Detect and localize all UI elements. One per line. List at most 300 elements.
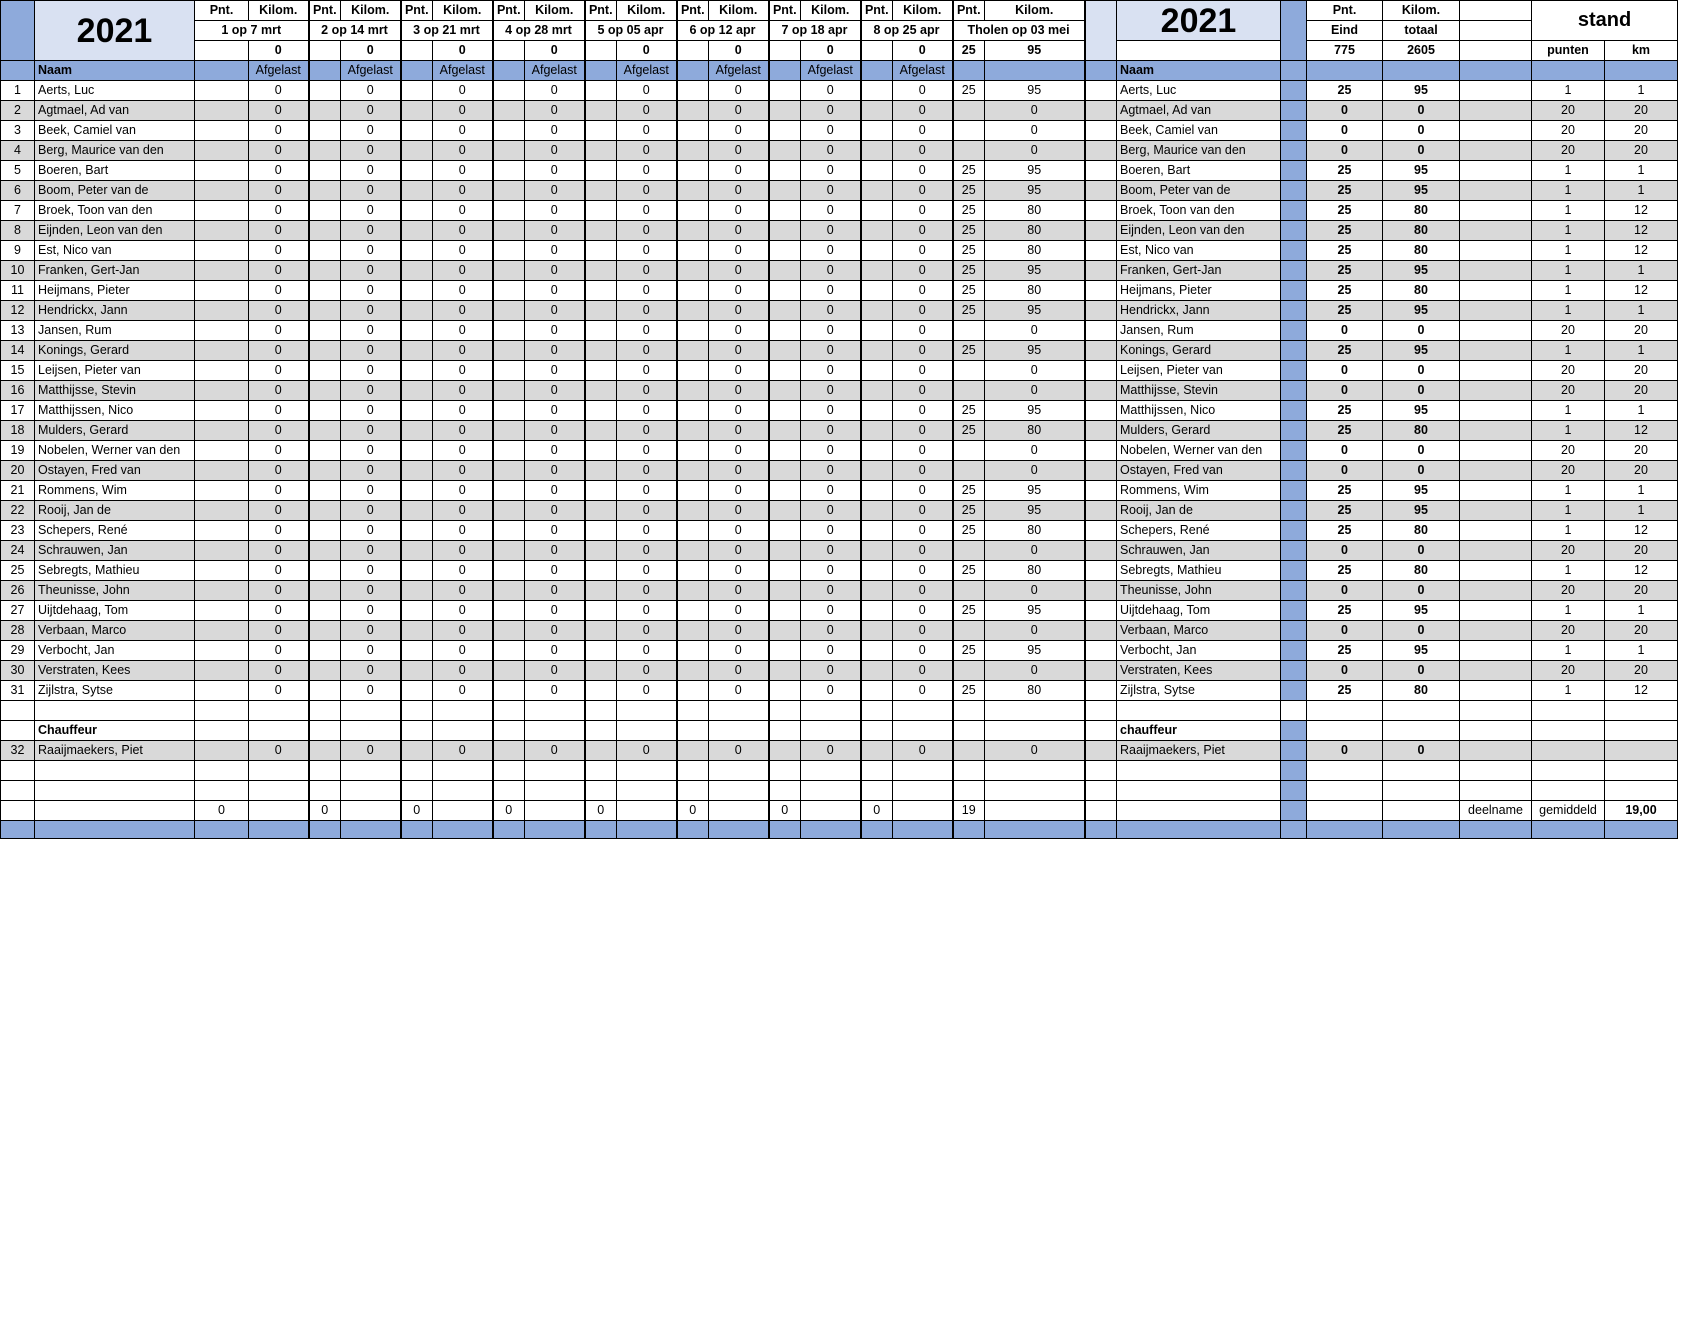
ride-km-cell: 0 [525, 121, 585, 141]
ride-km-cell: 0 [985, 321, 1085, 341]
member-name[interactable]: Rooij, Jan de [35, 501, 195, 521]
empty-cell [493, 721, 525, 741]
empty-cell [1532, 701, 1605, 721]
empty-cell [1085, 321, 1117, 341]
ride-pnt-header: Pnt. [585, 1, 617, 21]
stand-punten-value: 1 [1532, 301, 1605, 321]
empty-cell [35, 701, 195, 721]
ride-pnt-cell [401, 421, 433, 441]
empty-cell [309, 761, 341, 781]
ride-pnt-cell [195, 501, 249, 521]
empty-cell [861, 781, 893, 801]
ride-pnt-cell [677, 101, 709, 121]
empty-cell [1085, 201, 1117, 221]
ride-km-cell: 0 [709, 601, 769, 621]
ride-km-cell: 0 [801, 101, 861, 121]
ride-pnt-cell [677, 221, 709, 241]
divider-cell [1281, 261, 1307, 281]
totaal-value: 80 [1383, 221, 1460, 241]
member-name[interactable]: Schrauwen, Jan [35, 541, 195, 561]
ride-pnt-total [493, 41, 525, 61]
ride-km-cell: 0 [617, 601, 677, 621]
ride-pnt-total [769, 41, 801, 61]
member-name[interactable]: Aerts, Luc [35, 81, 195, 101]
ride-pnt-cell [401, 161, 433, 181]
ride-pnt-cell [953, 461, 985, 481]
divider-cell [1281, 421, 1307, 441]
member-name-right: Schepers, René [1117, 521, 1281, 541]
ride-km-cell: 95 [985, 181, 1085, 201]
ride-pnt-cell: 25 [953, 561, 985, 581]
member-name[interactable]: Berg, Maurice van den [35, 141, 195, 161]
ride-pnt-cell [195, 401, 249, 421]
spacer-cell [1085, 1, 1117, 61]
ride-pnt-cell [309, 421, 341, 441]
empty-cell [1383, 61, 1460, 81]
stand-km-value: 12 [1605, 221, 1678, 241]
ride-pnt-cell [309, 121, 341, 141]
empty-cell [617, 801, 677, 821]
ride-km-cell: 0 [341, 281, 401, 301]
ride-pnt-cell [195, 661, 249, 681]
member-row [1, 101, 1678, 121]
ride-pnt-cell [401, 561, 433, 581]
member-number: 21 [1, 481, 35, 501]
ride-pnt-cell [309, 681, 341, 701]
ride-km-cell: 0 [893, 661, 953, 681]
empty-cell [769, 701, 801, 721]
eind-value: 25 [1307, 181, 1383, 201]
ride-pnt-cell [585, 241, 617, 261]
ride-km-cell: 0 [525, 521, 585, 541]
member-name-right: Verstraten, Kees [1117, 661, 1281, 681]
totaal-value: 0 [1383, 581, 1460, 601]
ride-pnt-cell [493, 221, 525, 241]
empty-cell [1605, 761, 1678, 781]
ride-km-cell: 0 [249, 221, 309, 241]
empty-cell [709, 761, 769, 781]
ride-pnt-cell [585, 281, 617, 301]
empty-cell [401, 721, 433, 741]
ride-km-cell: 0 [617, 581, 677, 601]
ride-km-cell: 0 [433, 441, 493, 461]
member-name[interactable]: Rommens, Wim [35, 481, 195, 501]
ride-pnt-cell [401, 141, 433, 161]
ride-pnt-cell [401, 541, 433, 561]
ride-pnt-cell [861, 241, 893, 261]
stand-km-value: 20 [1605, 621, 1678, 641]
stand-punten-value: 1 [1532, 681, 1605, 701]
footer-cell [585, 821, 617, 839]
empty-cell [985, 781, 1085, 801]
member-name[interactable]: Nobelen, Werner van den [35, 441, 195, 461]
ride-pnt-cell [401, 261, 433, 281]
member-name[interactable]: Sebregts, Mathieu [35, 561, 195, 581]
member-name[interactable]: Est, Nico van [35, 241, 195, 261]
footer-cell [1307, 821, 1383, 839]
ride-km-cell: 0 [341, 481, 401, 501]
member-row [1, 81, 1678, 101]
empty-cell [1460, 581, 1532, 601]
member-name[interactable]: Verstraten, Kees [35, 661, 195, 681]
ride-pnt-cell [585, 361, 617, 381]
empty-cell [1085, 461, 1117, 481]
ride-pnt-cell: 25 [953, 641, 985, 661]
ride-pnt-cell [677, 521, 709, 541]
empty-cell [401, 761, 433, 781]
ride-pnt-cell [401, 681, 433, 701]
ride-km-cell: 0 [433, 241, 493, 261]
member-row [1, 441, 1678, 461]
footer-cell [769, 821, 801, 839]
eind-value: 0 [1307, 441, 1383, 461]
member-name[interactable]: Leijsen, Pieter van [35, 361, 195, 381]
ride-pnt-cell [861, 621, 893, 641]
divider-cell [1281, 281, 1307, 301]
ride-pnt-cell [769, 601, 801, 621]
ride-pnt-cell [493, 661, 525, 681]
empty-cell [1085, 261, 1117, 281]
ride-km-cell: 0 [801, 381, 861, 401]
empty-cell [1085, 161, 1117, 181]
ride-pnt-cell [195, 541, 249, 561]
ride-km-cell: 95 [985, 261, 1085, 281]
empty-cell [341, 801, 401, 821]
ride-pnt-cell [585, 201, 617, 221]
empty-cell [1085, 601, 1117, 621]
member-name-right: Ostayen, Fred van [1117, 461, 1281, 481]
ride-km-cell: 0 [801, 121, 861, 141]
empty-cell [1307, 701, 1383, 721]
divider-cell [1281, 621, 1307, 641]
empty-cell [1281, 61, 1307, 81]
empty-cell [1460, 101, 1532, 121]
stand-km-value: 1 [1605, 181, 1678, 201]
empty-cell [525, 781, 585, 801]
ride-pnt-cell [309, 601, 341, 621]
ride-km-cell: 0 [341, 221, 401, 241]
ride-pnt-cell [309, 301, 341, 321]
ride-pnt-cell [493, 521, 525, 541]
ride-km-cell: 0 [525, 241, 585, 261]
ride-km-cell: 0 [525, 281, 585, 301]
empty-cell [617, 701, 677, 721]
member-name[interactable]: Matthijssen, Nico [35, 401, 195, 421]
ride-pnt-cell [585, 681, 617, 701]
member-name-right: Schrauwen, Jan [1117, 541, 1281, 561]
ride-pnt-cell [677, 461, 709, 481]
ride-pnt-cell [861, 301, 893, 321]
totaal-value: 80 [1383, 201, 1460, 221]
member-name[interactable]: Boeren, Bart [35, 161, 195, 181]
ride-pnt-cell [493, 541, 525, 561]
ride-km-cell: 0 [709, 101, 769, 121]
member-name[interactable]: Mulders, Gerard [35, 421, 195, 441]
eind-value: 0 [1307, 101, 1383, 121]
ride-pnt-header: Pnt. [493, 1, 525, 21]
ride-pnt-cell [861, 661, 893, 681]
empty-cell [1605, 701, 1678, 721]
naam-label-right: Naam [1117, 61, 1281, 81]
ride-km-cell: 0 [617, 741, 677, 761]
member-name[interactable]: Verbocht, Jan [35, 641, 195, 661]
member-name-right: Uijtdehaag, Tom [1117, 601, 1281, 621]
ride-pnt-cell [861, 221, 893, 241]
ride-pnt-cell [861, 581, 893, 601]
footer-cell [617, 821, 677, 839]
ride-km-cell: 0 [433, 521, 493, 541]
ride-pnt-cell [769, 661, 801, 681]
stand-punten-value: 20 [1532, 441, 1605, 461]
totaal-value: 0 [1383, 461, 1460, 481]
ride-km-cell: 0 [801, 501, 861, 521]
totaal-value: 80 [1383, 281, 1460, 301]
ride-km-cell: 0 [525, 461, 585, 481]
empty-cell [1085, 361, 1117, 381]
member-name[interactable]: Jansen, Rum [35, 321, 195, 341]
ride-label: Tholen op 03 mei [953, 21, 1085, 41]
divider-cell [1281, 221, 1307, 241]
member-name-right: Konings, Gerard [1117, 341, 1281, 361]
member-name[interactable]: Ostayen, Fred van [35, 461, 195, 481]
ride-pnt-cell [309, 741, 341, 761]
divider-cell [1281, 241, 1307, 261]
stand-km-value: 20 [1605, 461, 1678, 481]
ride-km-cell: 0 [801, 401, 861, 421]
member-name[interactable]: Schepers, René [35, 521, 195, 541]
ride-km-cell: 0 [801, 441, 861, 461]
member-name[interactable]: Eijnden, Leon van den [35, 221, 195, 241]
empty-cell [709, 781, 769, 801]
empty-cell [1532, 721, 1605, 741]
ride-pnt-cell [953, 361, 985, 381]
member-number: 1 [1, 81, 35, 101]
ride-km-cell: 0 [433, 221, 493, 241]
ride-pnt-cell [769, 401, 801, 421]
member-row [1, 241, 1678, 261]
ride-pnt-cell [585, 341, 617, 361]
divider-cell [1281, 601, 1307, 621]
divider-cell [1281, 761, 1307, 781]
ride-km-cell: 0 [801, 221, 861, 241]
ride-km-header: Kilom. [525, 1, 585, 21]
member-row [1, 481, 1678, 501]
empty-cell [525, 721, 585, 741]
member-name[interactable]: Heijmans, Pieter [35, 281, 195, 301]
ride-participants: 0 [401, 801, 433, 821]
empty-cell [1460, 601, 1532, 621]
ride-pnt-cell [677, 161, 709, 181]
ride-pnt-cell [953, 441, 985, 461]
member-row [1, 121, 1678, 141]
empty-cell [985, 801, 1085, 821]
empty-cell [1460, 641, 1532, 661]
ride-km-cell: 0 [433, 681, 493, 701]
member-name[interactable]: Boom, Peter van de [35, 181, 195, 201]
divider-cell [1281, 141, 1307, 161]
totaal-value: 95 [1383, 181, 1460, 201]
totaal-value: 0 [1383, 361, 1460, 381]
ride-km-cell: 0 [893, 181, 953, 201]
ride-participants: 0 [585, 801, 617, 821]
member-name[interactable]: Hendrickx, Jann [35, 301, 195, 321]
footer-cell [35, 821, 195, 839]
member-name[interactable]: Beek, Camiel van [35, 121, 195, 141]
ride-km-header: Kilom. [433, 1, 493, 21]
totaal-value: 80 [1383, 421, 1460, 441]
divider-cell [1281, 481, 1307, 501]
member-number: 10 [1, 261, 35, 281]
ride-km-cell: 0 [249, 201, 309, 221]
ride-pnt-cell [861, 681, 893, 701]
empty-cell [309, 61, 341, 81]
ride-pnt-cell [953, 541, 985, 561]
ride-km-cell: 0 [801, 621, 861, 641]
kilom-header: Kilom. [1383, 1, 1460, 21]
ride-km-cell: 0 [341, 181, 401, 201]
ride-km-cell: 0 [893, 461, 953, 481]
ride-km-cell: 0 [801, 141, 861, 161]
ride-km-cell: 0 [617, 421, 677, 441]
member-name[interactable]: Konings, Gerard [35, 341, 195, 361]
ride-pnt-cell [769, 241, 801, 261]
stand-km-value: 1 [1605, 161, 1678, 181]
ride-km-cell: 0 [249, 421, 309, 441]
member-number: 17 [1, 401, 35, 421]
ride-km-cell: 0 [341, 741, 401, 761]
empty-cell [1460, 741, 1532, 761]
ride-km-cell: 0 [617, 181, 677, 201]
ride-km-cell: 0 [249, 741, 309, 761]
empty-cell [1, 781, 35, 801]
ride-pnt-cell [585, 401, 617, 421]
ride-pnt-cell [309, 201, 341, 221]
ride-km-cell: 0 [433, 261, 493, 281]
ride-pnt-cell [195, 441, 249, 461]
ride-participants: 0 [309, 801, 341, 821]
stand-km-value: 20 [1605, 141, 1678, 161]
ride-pnt-cell [493, 101, 525, 121]
member-name[interactable]: Theunisse, John [35, 581, 195, 601]
chauffeur-row [1, 741, 1678, 761]
ride-pnt-header: Pnt. [309, 1, 341, 21]
ride-km-cell: 0 [433, 561, 493, 581]
totaal-value: 95 [1383, 641, 1460, 661]
ride-km-cell: 0 [433, 541, 493, 561]
ride-pnt-cell [493, 681, 525, 701]
ride-km-cell: 0 [249, 581, 309, 601]
chauffeur-name[interactable]: Raaijmaekers, Piet [35, 741, 195, 761]
ride-pnt-cell [677, 601, 709, 621]
empty-cell [1460, 401, 1532, 421]
member-name-right: Nobelen, Werner van den [1117, 441, 1281, 461]
ride-km-cell: 0 [525, 341, 585, 361]
ride-pnt-total [309, 41, 341, 61]
km-header: km [1605, 41, 1678, 61]
ride-status: Afgelast [709, 61, 769, 81]
ride-km-cell: 0 [433, 661, 493, 681]
member-name[interactable]: Franken, Gert-Jan [35, 261, 195, 281]
empty-cell [677, 701, 709, 721]
ride-km-cell: 0 [801, 181, 861, 201]
stand-punten-value: 1 [1532, 241, 1605, 261]
ride-km-cell: 0 [525, 561, 585, 581]
ride-pnt-cell [585, 561, 617, 581]
ride-pnt-cell [953, 741, 985, 761]
divider-cell [1281, 121, 1307, 141]
chauffeur-label-row [1, 721, 1678, 741]
ride-pnt-cell [769, 541, 801, 561]
ride-participants: 0 [677, 801, 709, 821]
ride-km-cell: 0 [709, 401, 769, 421]
ride-km-cell: 0 [525, 261, 585, 281]
stand-punten-value: 20 [1532, 321, 1605, 341]
ride-km-cell: 80 [985, 221, 1085, 241]
empty-cell [1460, 441, 1532, 461]
ride-pnt-cell [585, 161, 617, 181]
ride-pnt-cell [677, 321, 709, 341]
ride-km-cell: 0 [893, 101, 953, 121]
ride-pnt-cell [195, 561, 249, 581]
ride-pnt-cell [769, 461, 801, 481]
stand-punten-value: 1 [1532, 281, 1605, 301]
ride-pnt-cell [861, 181, 893, 201]
stand-punten-value: 1 [1532, 161, 1605, 181]
ride-pnt-cell [585, 181, 617, 201]
ride-pnt-cell [953, 121, 985, 141]
empty-cell [1085, 241, 1117, 261]
ride-km-total: 0 [433, 41, 493, 61]
member-name[interactable]: Uijtdehaag, Tom [35, 601, 195, 621]
ride-km-cell: 0 [525, 681, 585, 701]
ride-pnt-cell [309, 541, 341, 561]
ride-pnt-cell [493, 581, 525, 601]
eind-value: 0 [1307, 661, 1383, 681]
totaal-value: 0 [1383, 121, 1460, 141]
member-name[interactable]: Broek, Toon van den [35, 201, 195, 221]
ride-km-cell: 0 [249, 681, 309, 701]
stand-km-value: 12 [1605, 561, 1678, 581]
ride-km-cell: 95 [985, 401, 1085, 421]
eind-value: 25 [1307, 641, 1383, 661]
ride-pnt-cell: 25 [953, 221, 985, 241]
member-number: 28 [1, 621, 35, 641]
member-row [1, 281, 1678, 301]
ride-pnt-cell [309, 481, 341, 501]
footer-cell [341, 821, 401, 839]
ride-km-cell: 0 [525, 441, 585, 461]
eind-value: 25 [1307, 681, 1383, 701]
member-name[interactable]: Zijlstra, Sytse [35, 681, 195, 701]
member-row [1, 361, 1678, 381]
totaal-value: 0 [1383, 741, 1460, 761]
empty-cell [677, 761, 709, 781]
empty-cell [1460, 681, 1532, 701]
member-name[interactable]: Verbaan, Marco [35, 621, 195, 641]
member-name-right: Franken, Gert-Jan [1117, 261, 1281, 281]
member-name[interactable]: Matthijsse, Stevin [35, 381, 195, 401]
corner-cell [1, 1, 35, 61]
member-row [1, 501, 1678, 521]
ride-pnt-cell [677, 121, 709, 141]
empty-cell [861, 61, 893, 81]
ride-pnt-cell [309, 181, 341, 201]
divider-cell [1281, 741, 1307, 761]
ride-km-cell: 0 [341, 681, 401, 701]
ride-pnt-cell [309, 461, 341, 481]
totaal-value: 95 [1383, 261, 1460, 281]
member-name[interactable]: Agtmael, Ad van [35, 101, 195, 121]
